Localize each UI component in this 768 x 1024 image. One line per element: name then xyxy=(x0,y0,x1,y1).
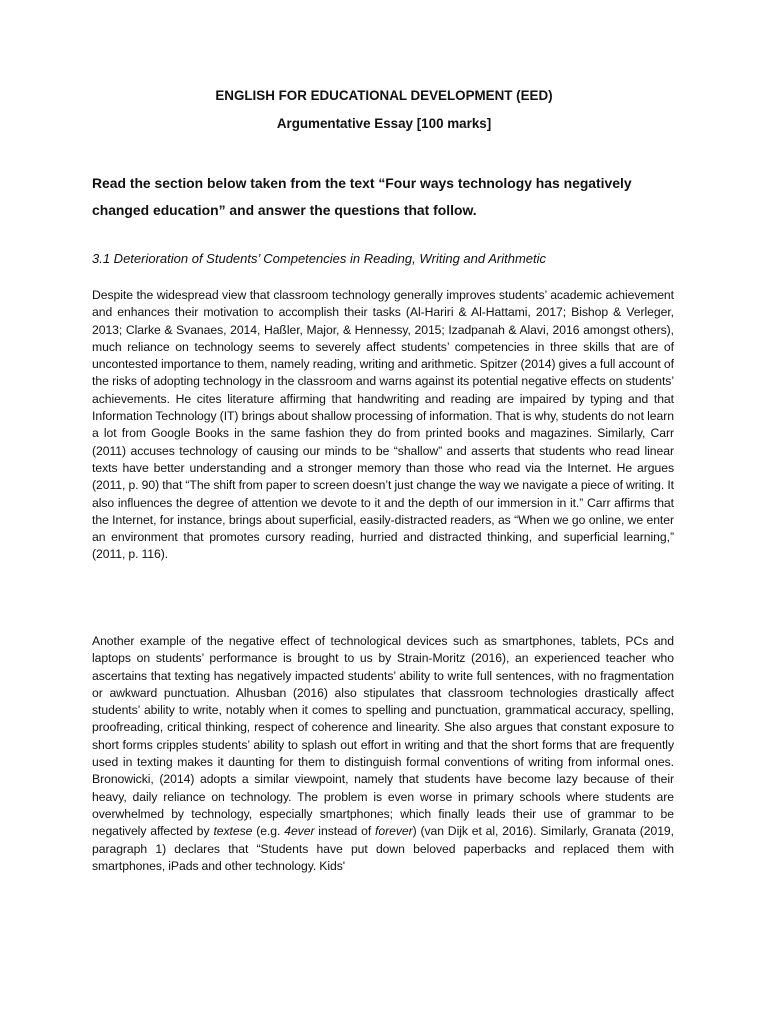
body-paragraph-2 xyxy=(92,633,674,875)
paragraph-2-text-c: instead of xyxy=(314,824,376,839)
paragraph-2-text-d: ) (van Dijk et al, 2016). Similarly, Granata (2019, paragraph 1) declares that “Students have put down beloved paperbacks and replaced them with smartphones, iPads and other technology. Kids' xyxy=(92,824,674,873)
paragraph-2-italic-textese: textese xyxy=(213,824,253,839)
paragraph-2-text-b: (e.g. xyxy=(252,824,285,839)
paragraph-2-italic-4ever: 4ever xyxy=(284,824,315,839)
document-subtitle: Argumentative Essay [100 marks] xyxy=(276,116,492,131)
paragraph-2-italic-forever: forever xyxy=(375,824,413,839)
instruction-text: Read the section below taken from the text “Four ways technology has negatively changed education” and answer the questions that follow. xyxy=(92,175,632,218)
body-paragraph-1: Despite the widespread view that classroom technology generally improves students’ academic achievement and enhances their motivation to accomplish their tasks (Al-Hariri & Al-Hattami, 2017; Bishop & Verleger, 2013; Clarke & Svanaes, 2014, Haßler, Major, & Hennessy, 2015; Izadpanah & Alavi, 2016 amongst others), much reliance on technology seems to severely affect students’ competencies in three skills that are of uncontested importance to them, namely reading, writing and arithmetic. Spitzer (2014) gives a full account of the risks of adopting technology in the classroom and warns against its potential negative effects on students’ achievements. He cites literature affirming that handwriting and reading are impaired by typing and that Information Technology (IT) brings about shallow processing of information. That is why, students do not learn a lot from Google Books in the same fashion they do from printed books and magazines. Similarly, Carr (2011) accuses technology of causing our minds to be “shallow” and asserts that students who read linear texts have better understanding and a stronger memory than those who read via the Internet. He argues (2011, p. 90) that “The shift from paper to screen doesn’t just change the way we navigate a piece of writing. It also influences the degree of attention we devote to it and the depth of our immersion in it.” Carr affirms that the Internet, for instance, brings about superficial, easily-distracted readers, as “When we go online, we enter an environment that promotes cursory reading, hurried and distracted thinking, and superficial learning,” (2011, p. 116). xyxy=(92,288,674,562)
paragraph-2-text-a: Another example of the negative effect of technological devices such as smartphones, tablets, PCs and laptops on students’ performance is brought to us by Strain-Moritz (2016), an experienced teacher who ascertains that texting has negatively impacted students’ ability to write full sentences, with no fragmentation or awkward punctuation. Alhusban (2016) also stipulates that classroom technologies drastically affect students’ ability to write, notably when it comes to spelling and punctuation, grammatical accuracy, spelling, proofreading, critical thinking, respect of coherence and linearity. She also argues that constant exposure to short forms cripples students’ ability to splash out effort in writing and that the short forms that are frequently used in texting makes it daunting for them to distinguish formal conventions of writing from informal ones. Bronowicki, (2014) adopts a similar viewpoint, namely that students have become lazy because of their heavy, daily reliance on technology. The problem is even worse in primary schools where students are overwhelmed by technology, especially smartphones; which finally leads their use of grammar to be negatively affected by xyxy=(92,634,674,839)
section-heading: 3.1 Deterioration of Students’ Competencies in Reading, Writing and Arithmetic xyxy=(92,251,547,266)
document-title: ENGLISH FOR EDUCATIONAL DEVELOPMENT (EED) xyxy=(215,88,553,103)
